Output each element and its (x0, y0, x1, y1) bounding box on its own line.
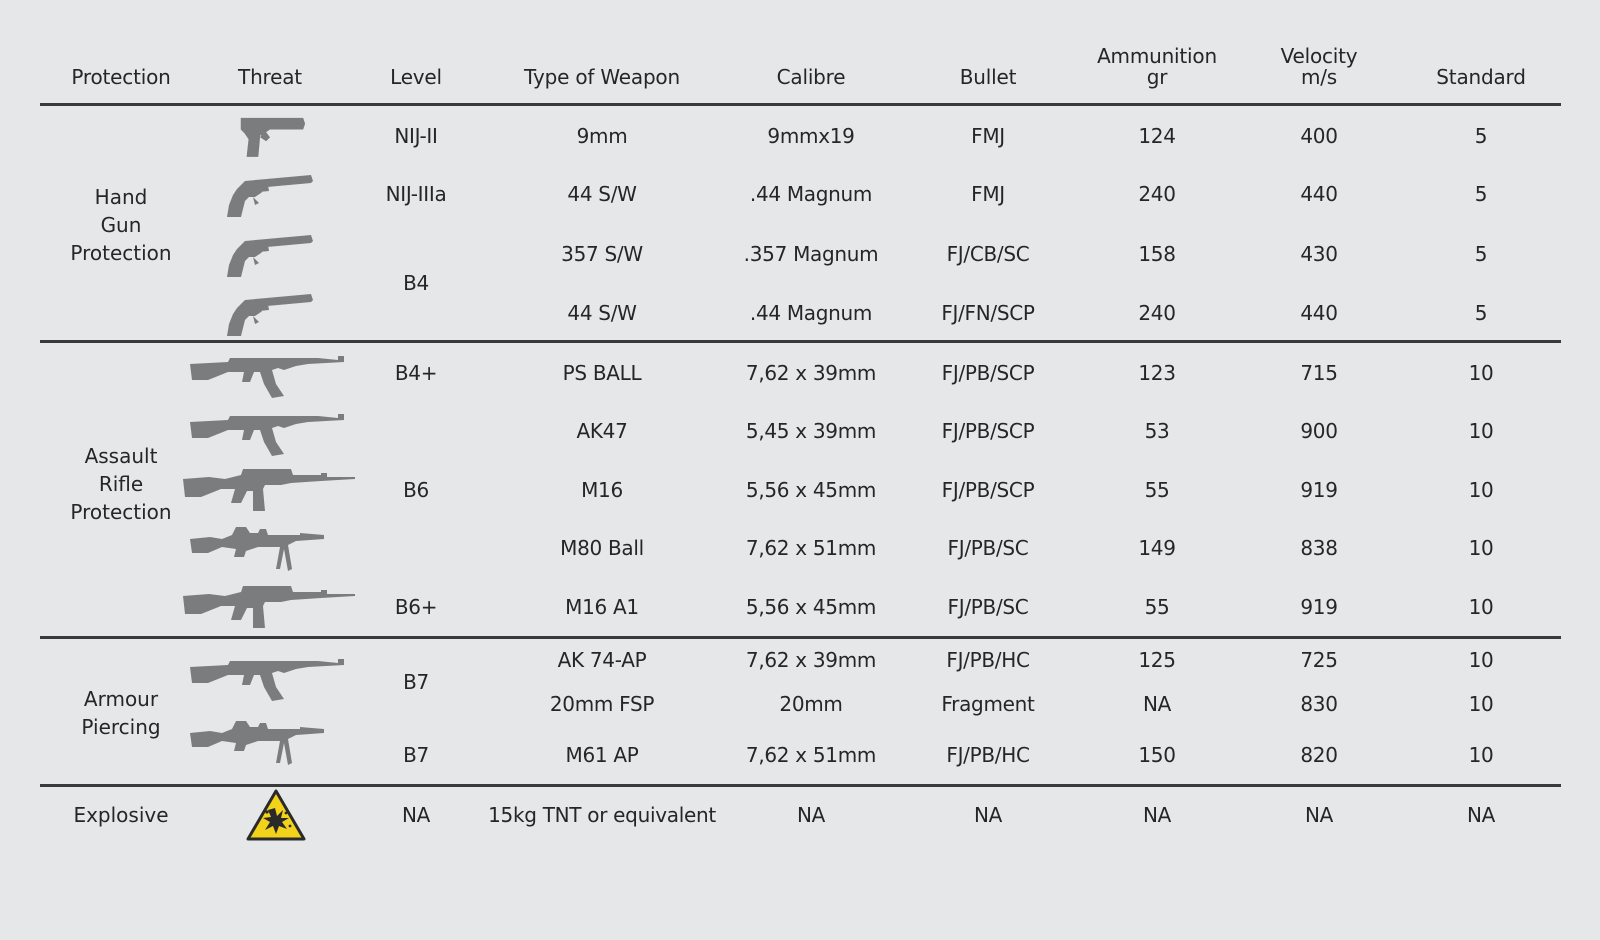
velocity-cell: 725 (1300, 648, 1338, 672)
section-divider (40, 103, 1561, 106)
weapon-cell: 44 S/W (567, 182, 637, 206)
machine-gun-icon (188, 523, 328, 577)
standard-cell: 10 (1468, 648, 1494, 672)
header-threat (238, 67, 302, 88)
weapon-cell: 20mm FSP (549, 692, 655, 716)
header-calibre (777, 67, 846, 88)
protection-group-label (70, 442, 171, 526)
velocity-cell: 838 (1300, 536, 1338, 560)
ak-rifle-icon (188, 408, 348, 462)
header-threat-label: Threat (238, 65, 302, 89)
level-cell: B4+ (394, 361, 438, 385)
ammo-cell: 124 (1138, 124, 1176, 148)
header-level-label: Level (390, 65, 442, 89)
protection-group-line: Protection (70, 241, 172, 265)
ammo-cell: 55 (1144, 478, 1170, 502)
protection-group-label (81, 685, 160, 741)
header-protection (71, 67, 170, 88)
header-ammunition-unit: gr (1146, 65, 1168, 89)
calibre-cell: .357 Magnum (743, 242, 879, 266)
ammo-cell: 125 (1138, 648, 1176, 672)
level-cell: B6+ (394, 595, 438, 619)
bullet-cell: FJ/FN/SCP (941, 301, 1035, 325)
bullet-cell: FJ/CB/SC (946, 242, 1030, 266)
header-bullet-label: Bullet (959, 65, 1017, 89)
header-ammunition (1097, 46, 1217, 88)
revolver-icon (215, 229, 315, 283)
velocity-cell: 919 (1300, 595, 1338, 619)
protection-group-line: Hand (94, 185, 148, 209)
protection-group-label (73, 801, 168, 829)
level-cell: B6 (403, 478, 429, 502)
protection-group-line: Armour (83, 687, 159, 711)
weapon-cell: AK 74-AP (557, 648, 647, 672)
calibre-cell: .44 Magnum (749, 301, 873, 325)
header-velocity-unit: m/s (1300, 65, 1338, 89)
standard-cell: 10 (1468, 595, 1494, 619)
level-cell: NIJ-II (394, 124, 438, 148)
standard-cell: 10 (1468, 692, 1494, 716)
calibre-cell: 7,62 x 51mm (745, 536, 877, 560)
header-standard-label: Standard (1436, 65, 1526, 89)
m16-rifle-icon (181, 582, 356, 636)
bullet-cell: FJ/PB/HC (946, 743, 1030, 767)
standard-cell: 10 (1468, 478, 1494, 502)
header-velocity-label: Velocity (1280, 44, 1358, 68)
header-protection-label: Protection (71, 65, 171, 89)
standard-cell: 10 (1468, 743, 1494, 767)
explosive-warning-icon (245, 788, 307, 846)
ammo-cell: 240 (1138, 182, 1176, 206)
header-bullet (960, 67, 1016, 88)
ammo-cell: 123 (1138, 361, 1176, 385)
calibre-cell: 7,62 x 39mm (745, 648, 877, 672)
calibre-cell: 5,45 x 39mm (745, 419, 877, 443)
level-cell: NA (401, 803, 431, 827)
calibre-cell: 5,56 x 45mm (745, 595, 877, 619)
bullet-cell: FMJ (971, 124, 1005, 148)
calibre-cell: 20mm (779, 692, 843, 716)
header-ammunition-label: Ammunition (1097, 44, 1217, 68)
section-divider (40, 636, 1561, 639)
standard-cell: 5 (1474, 242, 1488, 266)
header-type-of-weapon (524, 67, 680, 88)
bullet-cell: FJ/PB/SCP (941, 419, 1035, 443)
ammo-cell: 55 (1144, 595, 1170, 619)
ammo-cell: NA (1142, 803, 1172, 827)
calibre-cell: .44 Magnum (749, 182, 873, 206)
header-type-of-weapon-label: Type of Weapon (524, 65, 680, 89)
velocity-cell: 820 (1300, 743, 1338, 767)
protection-group-line: Assault (84, 444, 158, 468)
weapon-cell: PS BALL (562, 361, 642, 385)
weapon-cell: M80 Ball (560, 536, 644, 560)
velocity-cell: 830 (1300, 692, 1338, 716)
ammo-cell: 149 (1138, 536, 1176, 560)
machine-gun-icon (188, 717, 328, 771)
standard-cell: 5 (1474, 301, 1488, 325)
header-standard (1436, 67, 1525, 88)
standard-cell: 5 (1474, 182, 1488, 206)
ammo-cell: 158 (1138, 242, 1176, 266)
ammo-cell: 240 (1138, 301, 1176, 325)
bullet-cell: NA (973, 803, 1003, 827)
standard-cell: 10 (1468, 361, 1494, 385)
protection-group-line: Gun (100, 213, 142, 237)
protection-group-label (70, 183, 171, 267)
bullet-cell: FMJ (971, 182, 1005, 206)
weapon-cell: M61 AP (565, 743, 639, 767)
level-cell: B7 (403, 670, 429, 694)
level-cell: B7 (403, 743, 429, 767)
standard-cell: 10 (1468, 419, 1494, 443)
velocity-cell: 715 (1300, 361, 1338, 385)
level-cell: B4 (403, 271, 429, 295)
standard-cell: NA (1466, 803, 1496, 827)
weapon-cell: 15kg TNT or equivalent (488, 803, 716, 827)
bullet-cell: FJ/PB/HC (946, 648, 1030, 672)
ak-rifle-icon (188, 350, 348, 404)
protection-group-line: Rifle (98, 472, 144, 496)
weapon-cell: M16 (581, 478, 623, 502)
revolver-icon (215, 288, 315, 342)
pistol-icon (231, 112, 309, 165)
calibre-cell: NA (796, 803, 826, 827)
velocity-cell: NA (1304, 803, 1334, 827)
ammo-cell: 150 (1138, 743, 1176, 767)
bullet-cell: FJ/PB/SCP (941, 361, 1035, 385)
standard-cell: 5 (1474, 124, 1488, 148)
bullet-cell: FJ/PB/SCP (941, 478, 1035, 502)
velocity-cell: 430 (1300, 242, 1338, 266)
header-calibre-label: Calibre (776, 65, 846, 89)
bullet-cell: FJ/PB/SC (947, 595, 1029, 619)
protection-group-line: Protection (70, 500, 172, 524)
level-cell: NIJ-IIIa (385, 182, 447, 206)
ak-rifle-icon (188, 653, 348, 707)
calibre-cell: 5,56 x 45mm (745, 478, 877, 502)
protection-group-line: Explosive (73, 803, 169, 827)
weapon-cell: 357 S/W (561, 242, 643, 266)
bullet-cell: FJ/PB/SC (947, 536, 1029, 560)
velocity-cell: 400 (1300, 124, 1338, 148)
calibre-cell: 9mmx19 (767, 124, 855, 148)
weapon-cell: 44 S/W (567, 301, 637, 325)
protection-group-line: Piercing (81, 715, 161, 739)
header-velocity (1281, 46, 1358, 88)
velocity-cell: 440 (1300, 301, 1338, 325)
velocity-cell: 440 (1300, 182, 1338, 206)
section-divider (40, 784, 1561, 787)
calibre-cell: 7,62 x 39mm (745, 361, 877, 385)
header-level (390, 67, 442, 88)
ammo-cell: NA (1142, 692, 1172, 716)
weapon-cell: M16 A1 (565, 595, 639, 619)
calibre-cell: 7,62 x 51mm (745, 743, 877, 767)
velocity-cell: 919 (1300, 478, 1338, 502)
ammo-cell: 53 (1144, 419, 1170, 443)
revolver-icon (215, 169, 315, 223)
standard-cell: 10 (1468, 536, 1494, 560)
weapon-cell: AK47 (576, 419, 628, 443)
bullet-cell: Fragment (941, 692, 1035, 716)
velocity-cell: 900 (1300, 419, 1338, 443)
m16-rifle-icon (181, 465, 356, 519)
weapon-cell: 9mm (576, 124, 628, 148)
